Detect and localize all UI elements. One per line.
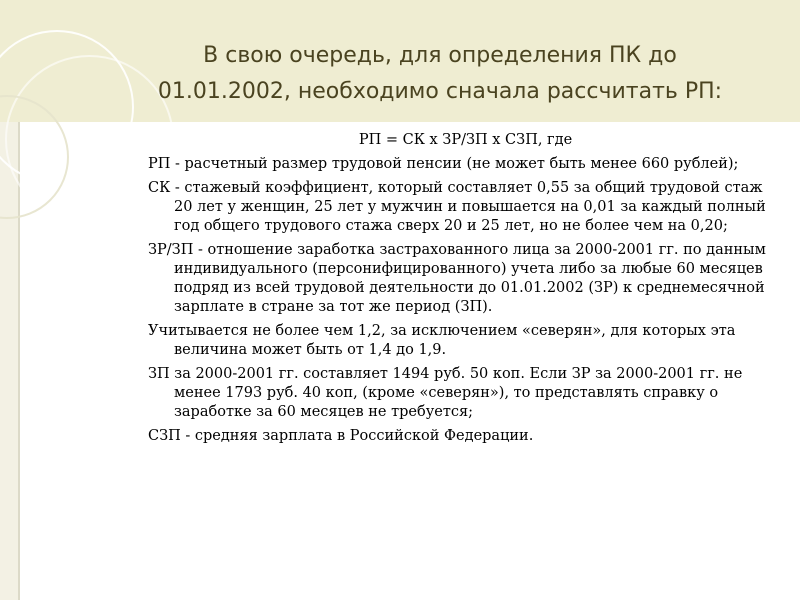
paragraph-rp-definition: РП - расчетный размер трудовой пенсии (не может быть менее 660 рублей); (148, 156, 739, 172)
slide-content (148, 131, 783, 451)
paragraph-zr-zp-definition: ЗР/ЗП - отношение заработка застрахованного лица за 2000-2001 гг. по данным индивидуального (персонифицированного) учета либо за любые 60 месяцев подряд из всей трудовой деятельности до 01.01.2002 (ЗР) к среднемесячной зарплате в стране за тот же период (ЗП). (148, 242, 766, 315)
slide-title-line-2: 01.01.2002, необходимо сначала рассчитать РП: (157, 79, 723, 104)
paragraph-coefficient-limit: Учитывается не более чем 1,2, за исключением «северян», для которых эта величина может быть от 1,4 до 1,9. (148, 323, 736, 358)
slide-title-line-1: В свою очередь, для определения ПК до (203, 43, 677, 68)
title-band (0, 0, 800, 122)
paragraph-zp-value: ЗП за 2000-2001 гг. составляет 1494 руб. 50 коп. Если ЗР за 2000-2001 гг. не менее 1793 руб. 40 коп, (кроме «северян»), то представлять справку о заработке за 60 месяцев не требуется; (148, 366, 743, 420)
slide-title (120, 38, 760, 110)
paragraph-sk-definition: СК - стажевый коэффициент, который составляет 0,55 за общий трудовой стаж 20 лет у женщин, 25 лет у мужчин и повышается на 0,01 за каждый полный год общего трудового стажа сверх 20 и 25 лет, но не более чем на 0,20; (148, 180, 766, 234)
formula: РП = СК х ЗР/ЗП х СЗП, где (358, 132, 573, 148)
paragraph-szp-definition: СЗП - средняя зарплата в Российской Федерации. (148, 428, 534, 444)
